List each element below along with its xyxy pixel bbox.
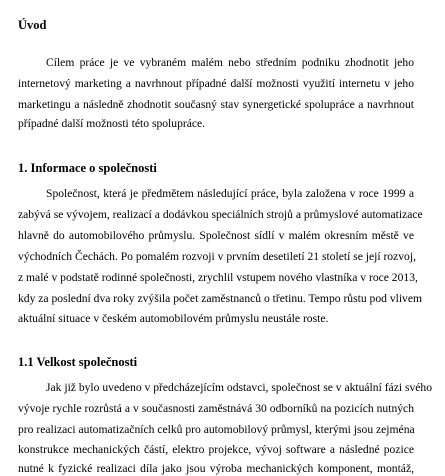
section-heading-velkost: 1.1 Velkost společnosti [18, 355, 138, 369]
section1-line: kdy za poslední dva roky zvýšila počet zaměstnanců o třetinu. Tempo růstu pod vlivem [18, 292, 423, 305]
section1-line: Společnost, která je předmětem následující práce, byla založena v roce 1999 a [46, 187, 414, 200]
intro-line: marketingu a následně zhodnotit současný stav synergetické spolupráce a navrhnout [18, 98, 414, 111]
section-heading-informace: 1. Informace o společnosti [18, 161, 157, 175]
section1-line: aktuální situace v českém automobilovém průmyslu neustále roste. [18, 312, 329, 325]
intro-line: Cílem práce je ve vybraném malém nebo středním podniku zhodnotit jeho [46, 56, 414, 69]
intro-line: případné další možnosti této spolupráce. [18, 117, 206, 130]
section1-line: z malé v podstatě rodinné společnosti, zrychlil vstupem nového vlastníka v roce 2013, [18, 271, 418, 284]
section11-line: vývoje rychle rozrůstá a v současnosti zaměstnává 30 odborníků na pozicích nutných [18, 402, 414, 415]
section11-line: pro realizaci automatizačních celků pro automobilový průmysl, kterými jsou zejména [18, 423, 415, 436]
section1-line: východních Čechách. Po pomalém rozvoji v prvním desetiletí 21 století se její rozvoj, [18, 250, 416, 263]
section11-line: nutné k fyzické realizaci díla jako jsou výroba mechanických komponent, montáž, [18, 462, 414, 475]
section1-line: hlavně do automobilového průmyslu. Společnost sídlí v malém okresním městě ve [18, 229, 414, 242]
section1-line: zabývá se vývojem, realizací a dodávkou speciálních strojů a průmyslové automatizace [18, 208, 423, 221]
intro-line: internetový marketing a navrhnout případné další možnosti využití internetu v jeho [18, 77, 414, 90]
section11-line: Jak již bylo uvedeno v předcházejícím odstavci, společnost se v aktuální fázi svého [46, 381, 433, 394]
heading-uvod: Úvod [18, 18, 47, 32]
section11-line: konstrukce mechanických částí, elektro projekce, vývoj software a následné pozice [18, 443, 414, 456]
